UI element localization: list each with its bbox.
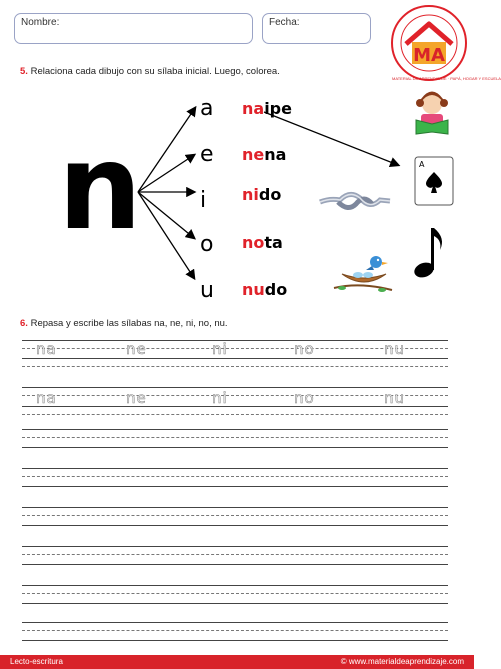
arrow-to-o — [138, 192, 194, 238]
trace-syllable: ni — [212, 340, 228, 358]
footer-bar — [0, 655, 474, 669]
writing-line — [22, 486, 448, 487]
writing-line — [22, 525, 448, 526]
logo-letters: MA — [413, 45, 445, 66]
nombre-field[interactable] — [14, 13, 253, 44]
trace-syllable: nu — [384, 340, 406, 358]
writing-line — [22, 622, 448, 623]
logo-text: MATERIAL DE APRENDIZAJE · PAPÁ, HOGAR Y ESCUELA — [392, 76, 501, 81]
word-nudo: nudo — [242, 280, 288, 299]
writing-line-guide — [22, 476, 448, 477]
trace-syllable: ne — [126, 340, 147, 358]
arrow-to-u — [138, 192, 194, 278]
music-note-icon — [412, 224, 446, 280]
fecha-field[interactable] — [262, 13, 371, 44]
writing-line — [22, 447, 448, 448]
writing-line — [22, 603, 448, 604]
rope-knot-icon — [320, 184, 390, 216]
writing-line-guide — [22, 593, 448, 594]
writing-line — [22, 585, 448, 586]
trace-syllable: na — [36, 389, 57, 407]
writing-line — [22, 387, 448, 388]
girl-reading-icon — [410, 90, 454, 136]
exercise5-number: 5. — [20, 66, 28, 77]
vowel-u: u — [200, 278, 214, 303]
vowel-e: e — [200, 142, 214, 167]
exercise6-title — [20, 318, 228, 329]
vowel-i: i — [200, 188, 207, 213]
writing-line-guide — [22, 366, 448, 367]
logo-badge — [390, 4, 501, 82]
vowel-a: a — [200, 96, 214, 121]
writing-line-guide — [22, 515, 448, 516]
word-nena: nena — [242, 145, 287, 164]
trace-syllable: nu — [384, 389, 406, 407]
exercise5-instruction: Relaciona cada dibujo con su sílaba inicial. Luego, colorea. — [27, 66, 280, 77]
writing-line-guide — [22, 437, 448, 438]
word-nota: nota — [242, 233, 283, 252]
nombre-label: Nombre: — [21, 17, 60, 28]
word-naipe: naipe — [242, 99, 292, 118]
writing-line — [22, 546, 448, 547]
svg-text:A: A — [419, 160, 425, 169]
big-letter-n: n — [58, 118, 143, 256]
writing-line — [22, 507, 448, 508]
ace-of-spades-card-icon — [414, 156, 454, 206]
writing-line-guide — [22, 630, 448, 631]
trace-syllable: na — [36, 340, 57, 358]
writing-line — [22, 429, 448, 430]
trace-syllable: ne — [126, 389, 147, 407]
trace-syllable: ni — [212, 389, 228, 407]
bird-nest-icon — [330, 248, 396, 294]
exercise6-number: 6. — [20, 318, 28, 329]
writing-line-guide — [22, 414, 448, 415]
vowel-o: o — [200, 232, 214, 257]
exercise5-title — [20, 66, 280, 77]
trace-syllable: no — [294, 389, 315, 407]
arrow-to-a — [138, 108, 195, 192]
trace-syllable: no — [294, 340, 315, 358]
writing-line — [22, 358, 448, 359]
writing-line-guide — [22, 554, 448, 555]
exercise6-instruction: Repasa y escribe las sílabas na, ne, ni, no, nu. — [27, 318, 228, 329]
writing-line — [22, 640, 448, 641]
writing-line — [22, 564, 448, 565]
writing-line — [22, 468, 448, 469]
word-nido: nido — [242, 185, 282, 204]
footer-right-text: © www.materialdeaprendizaje.com — [340, 657, 464, 666]
arrow-to-e — [138, 155, 194, 192]
fecha-label: Fecha: — [269, 17, 300, 28]
footer-left-text: Lecto-escritura — [10, 657, 63, 666]
